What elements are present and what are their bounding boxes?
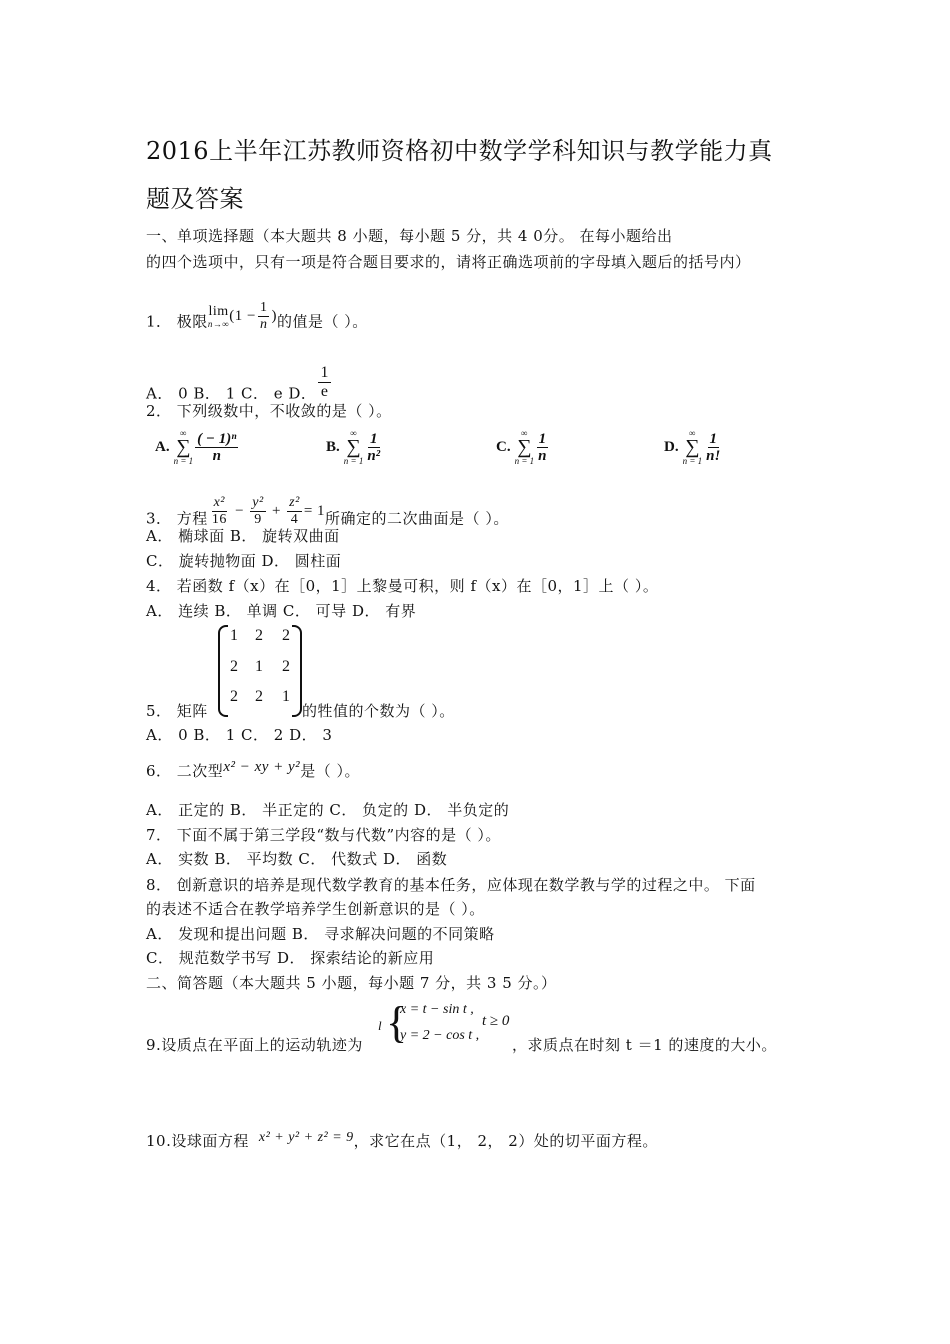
q3-rhs: = 1: [303, 502, 326, 519]
q3-t1-den: 16: [211, 512, 227, 527]
q2-option-c: [496, 428, 551, 466]
matrix-cell: 2: [255, 627, 263, 644]
question-10-prefix: 10.设球面方程: [146, 1132, 249, 1150]
question-2-stem: 2． 下列级数中，不收敛的是（ ）。: [146, 402, 392, 420]
q3-t3-num: z²: [289, 495, 300, 510]
q2-frac-num: 1: [370, 430, 378, 447]
q2-frac-den: n: [212, 447, 221, 464]
q1-frac-num: 1: [259, 300, 268, 315]
q9-brace: {: [386, 998, 408, 1047]
question-3-suffix: 所确定的二次曲面是（ ）。: [325, 509, 509, 528]
q1-lim: lim: [208, 303, 229, 319]
sigma-icon: ∑: [346, 436, 361, 458]
question-3-options-1: A． 椭球面 B． 旋转双曲面: [146, 527, 340, 545]
question-7-stem: 7． 下面不属于第三学段“数与代数”内容的是（ ）。: [146, 826, 501, 844]
q2-sum-top: ∞: [689, 428, 696, 438]
question-4-stem: 4． 若函数 f（x）在［0，1］上黎曼可积，则 f（x）在［0，1］上（ ）。: [146, 577, 659, 595]
q9-condition: t ≥ 0: [482, 1013, 510, 1029]
q2-frac-num: ( − 1)ⁿ: [197, 430, 237, 447]
sigma-icon: ∑: [176, 436, 191, 458]
q2-frac-num: 1: [538, 430, 547, 447]
q2-option-d: [664, 428, 724, 466]
page-title-line-2: 题及答案: [146, 185, 244, 213]
q3-t2-den: 9: [254, 512, 262, 527]
question-8-stem-1: 8． 创新意识的培养是现代数学教育的基本任务，应体现在数学教与学的过程之中。 下面: [146, 876, 756, 894]
q2-sum-bottom: n = 1: [514, 456, 535, 466]
q1-open: (1 −: [229, 307, 256, 324]
question-9-suffix: ，求质点在时刻 t ＝1 的速度的大小。: [512, 1036, 777, 1054]
q2-frac-den: n!: [706, 447, 721, 464]
q1-close: ): [271, 307, 277, 324]
q2-option-label: D.: [664, 438, 679, 455]
matrix-cell: 1: [282, 688, 290, 705]
question-9-prefix: 9.设质点在平面上的运动轨迹为: [146, 1036, 363, 1054]
q2-frac-num: 1: [709, 430, 718, 447]
question-5-options: A． 0 B． 1 C． 2 D． 3: [146, 726, 333, 744]
q3-t2-num: y²: [252, 495, 264, 510]
q2-frac-den: n²: [367, 447, 381, 464]
q5-matrix: [218, 625, 302, 717]
matrix-cell: 2: [230, 688, 238, 705]
question-8-stem-2: 的表述不适合在教学培养学生创新意识的是（ ）。: [146, 900, 485, 918]
matrix-cell: 2: [282, 658, 290, 675]
q2-sum-top: ∞: [521, 428, 528, 438]
question-8-options-2: C． 规范数学书写 D． 探索结论的新应用: [146, 949, 435, 967]
question-6: [146, 761, 360, 782]
question-3-options-2: C． 旋转抛物面 D． 圆柱面: [146, 552, 342, 570]
question-1-prefix: 1． 极限: [146, 312, 208, 331]
q2-option-a: [155, 428, 240, 466]
section-1-header-line-1: 一、单项选择题（本大题共 8 小题，每小题 5 分，共 4 0分。 在每小题给出: [146, 227, 673, 245]
question-8-options-1: A． 发现和提出问题 B． 寻求解决问题的不同策略: [146, 925, 495, 943]
q1-opt-d-num: 1: [320, 364, 329, 381]
q1-frac-den: n: [259, 317, 268, 332]
q2-option-label: A.: [155, 438, 170, 455]
question-7-options: A． 实数 B． 平均数 C． 代数式 D． 函数: [146, 850, 448, 868]
section-1-header-line-2: 的四个选项中，只有一项是符合题目要求的，请将正确选项前的字母填入题后的括号内）: [146, 253, 751, 271]
q2-sum-bottom: n = 1: [682, 456, 703, 466]
q2-sum-bottom: n = 1: [343, 456, 364, 466]
q9-eq-1: x = t − sin t ,: [400, 1002, 474, 1017]
q10-formula: x² + y² + z² = 9: [258, 1130, 354, 1145]
question-1-suffix: 的值是（ ）。: [276, 312, 368, 331]
question-6-options: A． 正定的 B． 半正定的 C． 负定的 D． 半负定的: [146, 801, 510, 819]
q1-lim-sub: n→∞: [207, 318, 230, 329]
question-5-prefix: 5． 矩阵: [146, 702, 208, 720]
page-title-line-1: 2016上半年江苏教师资格初中数学学科知识与教学能力真: [146, 137, 773, 165]
q2-sum-top: ∞: [350, 428, 357, 438]
q2-option-b: [326, 428, 384, 466]
question-5-suffix: 的牲值的个数为（ ）。: [302, 702, 455, 720]
matrix-cell: 2: [282, 627, 290, 644]
question-3-prefix: 3． 方程: [146, 509, 208, 528]
q2-option-label: C.: [496, 438, 511, 455]
q2-sum-bottom: n = 1: [173, 456, 194, 466]
q9-sys-l: l: [378, 1018, 382, 1033]
question-6-prefix: 6． 二次型: [146, 762, 224, 780]
q2-option-label: B.: [326, 438, 340, 455]
sigma-icon: ∑: [685, 436, 700, 458]
matrix-cell: 2: [255, 688, 263, 705]
question-1: [146, 300, 368, 339]
q2-frac-den: n: [538, 447, 547, 464]
question-10-suffix: ，求它在点（1， 2， 2）处的切平面方程。: [353, 1132, 658, 1150]
q2-sum-top: ∞: [180, 428, 187, 438]
q9-parametric-system: [378, 998, 518, 1054]
q3-t3-den: 4: [290, 512, 299, 527]
q1-opt-d-den: e: [320, 383, 329, 400]
q9-eq-2: y = 2 − cos t ,: [400, 1028, 480, 1043]
matrix-cell: 1: [230, 627, 238, 644]
question-10: [146, 1131, 658, 1152]
q6-formula: x² − xy + y²: [223, 759, 301, 775]
q3-t1-num: x²: [213, 495, 226, 510]
q3-formula: $\frac{\text{x²}}{16}$ − $\frac{\text{y²}}{9}$ + $\frac{\text{z²}}{4}$ = 1: [211, 495, 326, 527]
q1-limit-formula: [208, 300, 277, 333]
matrix-cell: 2: [230, 658, 238, 675]
section-2-header: 二、简答题（本大题共 5 小题，每小题 7 分，共 3 5 分。）: [146, 974, 557, 992]
q1-options-text: A． 0 B． 1 C． e D．: [146, 384, 317, 403]
sigma-icon: ∑: [517, 436, 532, 458]
matrix-cell: 1: [255, 658, 263, 675]
question-4-options: A． 连续 B． 单调 C． 可导 D． 有界: [146, 602, 417, 620]
question-6-suffix: 是（ ）。: [300, 762, 360, 780]
